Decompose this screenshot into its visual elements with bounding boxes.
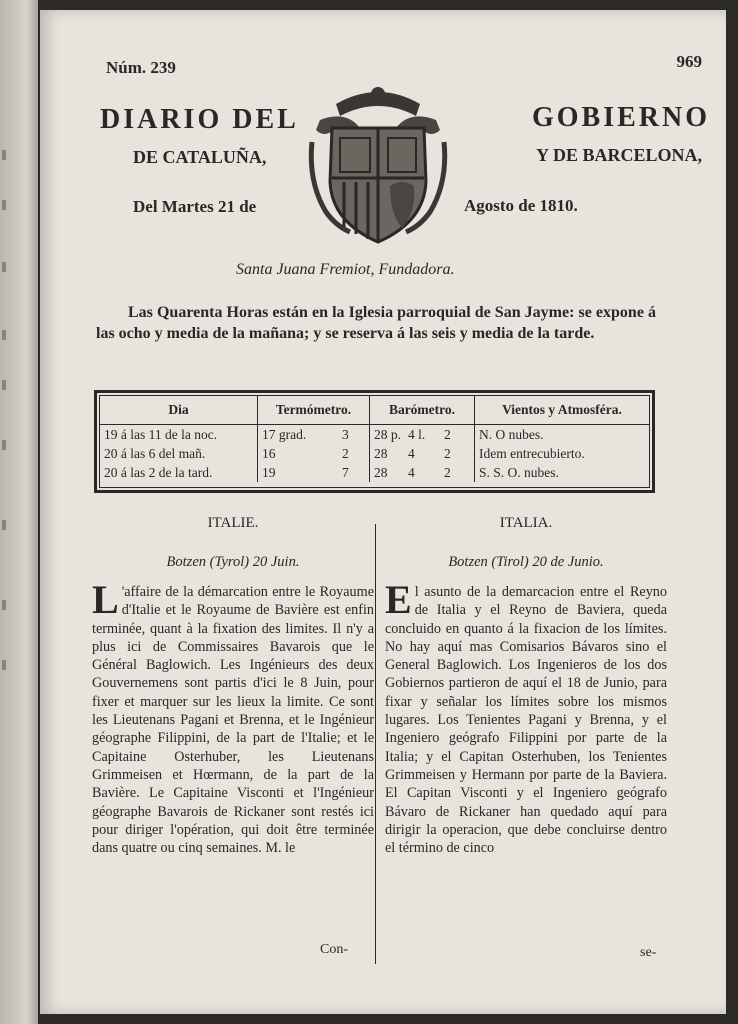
french-heading: ITALIE. <box>207 515 259 531</box>
spanish-catchword: se- <box>640 945 657 960</box>
weather-header-barometer: Barómetro. <box>370 396 475 425</box>
weather-thermo-cell <box>258 444 370 463</box>
masthead-subtitle-left: DE CATALUÑA, <box>133 147 267 167</box>
weather-day-cell: 19 á las 11 de la noc. <box>104 426 218 442</box>
weather-day-cell: 20 á las 2 de la tard. <box>104 464 213 480</box>
thermo-value: 19 <box>262 464 276 480</box>
saint-of-the-day: Santa Juana Fremiot, Fundadora. <box>236 261 455 278</box>
spanish-dropcap: E <box>385 577 412 622</box>
weather-thermo-cell <box>258 463 370 482</box>
baro-fraction: 2 <box>444 464 451 480</box>
weather-header-wind: Vientos y Atmosféra. <box>475 396 650 425</box>
table-row <box>100 463 649 482</box>
french-article-text: 'affaire de la démarcation entre le Royaume d'Italie et le Royaume de Bavière est enfin terminée, quant à la fixation des limites. Il n'y a plus ici de Commissaires Bavarois que le Général Baglowich. Les Ingénieurs des deux Gouvernemens sont partis d'ici le 8 Juin, pour fixer et marquer sur les lieux la limite. Ce sont les Lieutenans Pagani et Brenna, et le Ingénieur géographe Filippini, de la part de l'Italie; et le Capitaine Osterhuber, les Lieutenans Grimmeisen et Hœrmann, de la part de la Bavière. Le Capitaine Visconti et l'Ingénieur géographe Bavarois de Rickaner sont restés ici pour diriger l'opération, qui doit être terminée dans quatre ou cinq semaines. M. le <box>92 584 374 857</box>
weather-header-row <box>100 396 649 425</box>
baro-lines: 4 <box>408 445 415 461</box>
french-dateline <box>92 554 374 571</box>
date-line-right: Agosto de 1810. <box>464 196 578 215</box>
forty-hours-notice: Las Quarenta Horas están en la Iglesia parroquial de San Jayme: se expone á las ocho y media de la mañana; y se reserva á las seis y media de la tarde. <box>96 304 656 342</box>
baro-inches: 28 <box>374 464 388 480</box>
page-number: 969 <box>676 52 702 71</box>
weather-header-thermometer: Termómetro. <box>258 396 370 425</box>
masthead-title-left: DIARIO DEL <box>100 104 299 135</box>
column-divider <box>375 524 376 964</box>
spanish-place: Botzen (Tirol) <box>448 554 529 570</box>
french-place: Botzen (Tyrol) <box>166 554 250 570</box>
baro-fraction: 2 <box>444 445 451 461</box>
baro-lines: 4 l. <box>408 426 426 442</box>
french-article <box>92 577 374 857</box>
baro-inches: 28 <box>374 445 388 461</box>
spanish-article <box>385 577 667 857</box>
newspaper-page <box>40 10 726 1014</box>
thermo-fraction: 2 <box>342 445 349 461</box>
spanish-article-text: l asunto de la demarcacion entre el Reyno de Italia y el Reyno de Baviera, queda concluido en quanto á la fixacion de los límites. No hay aquí mas Comisarios Bávaros sino el General Baglowich. Los Ingenieros de los dos Gobiernos partieron de aquí el 18 de Junio, para fixar y señalar los límites sobre los mismos lugares. Los Tenientes Pagani y Brenna, y el Ingeniero geógrafo Filippini por parte de la Italia; y el Capitan Osterhuben, los Tenientes Grimmeisen y Hermann por parte de la Baviera. El Capitan Visconti y el Ingeniero geógrafo Bávaro de Rickaner han quedado aquí para dirigir la operacion, que debe concluirse dentro el término de cinco <box>385 584 667 857</box>
spanish-dateline <box>385 554 667 571</box>
weather-header-day: Dia <box>100 396 258 425</box>
table-row <box>100 425 649 445</box>
weather-baro-cell <box>370 425 475 445</box>
masthead-title-right: GOBIERNO <box>531 102 710 133</box>
weather-wind-cell: Idem entrecubierto. <box>475 444 650 463</box>
thermo-fraction: 7 <box>342 464 349 480</box>
weather-wind-cell: S. S. O. nubes. <box>475 463 650 482</box>
weather-day-cell: 20 á las 6 del mañ. <box>104 445 206 461</box>
weather-thermo-cell <box>258 425 370 445</box>
issue-number: Núm. 239 <box>106 58 176 77</box>
french-dropcap: L <box>92 577 119 622</box>
weather-baro-cell <box>370 463 475 482</box>
left-page-edge <box>0 0 38 1024</box>
weather-table <box>94 390 655 493</box>
masthead-subtitle-right: Y DE BARCELONA, <box>536 145 702 165</box>
spanish-date: 20 de Junio. <box>532 554 604 570</box>
french-catchword: Con- <box>320 942 348 957</box>
spanish-column <box>385 515 667 857</box>
baro-fraction: 2 <box>444 426 451 442</box>
thermo-fraction: 3 <box>342 426 349 442</box>
thermo-value: 16 <box>262 445 276 461</box>
french-date: 20 Juin. <box>252 554 300 570</box>
french-column <box>92 515 374 857</box>
baro-inches: 28 p. <box>374 426 401 442</box>
table-row <box>100 444 649 463</box>
coat-of-arms-crest-icon <box>306 82 450 248</box>
weather-wind-cell: N. O nubes. <box>475 425 650 445</box>
baro-lines: 4 <box>408 464 415 480</box>
spanish-heading: ITALIA. <box>499 515 553 531</box>
weather-baro-cell <box>370 444 475 463</box>
date-line-left: Del Martes 21 de <box>133 197 257 216</box>
thermo-value: 17 grad. <box>262 426 307 442</box>
